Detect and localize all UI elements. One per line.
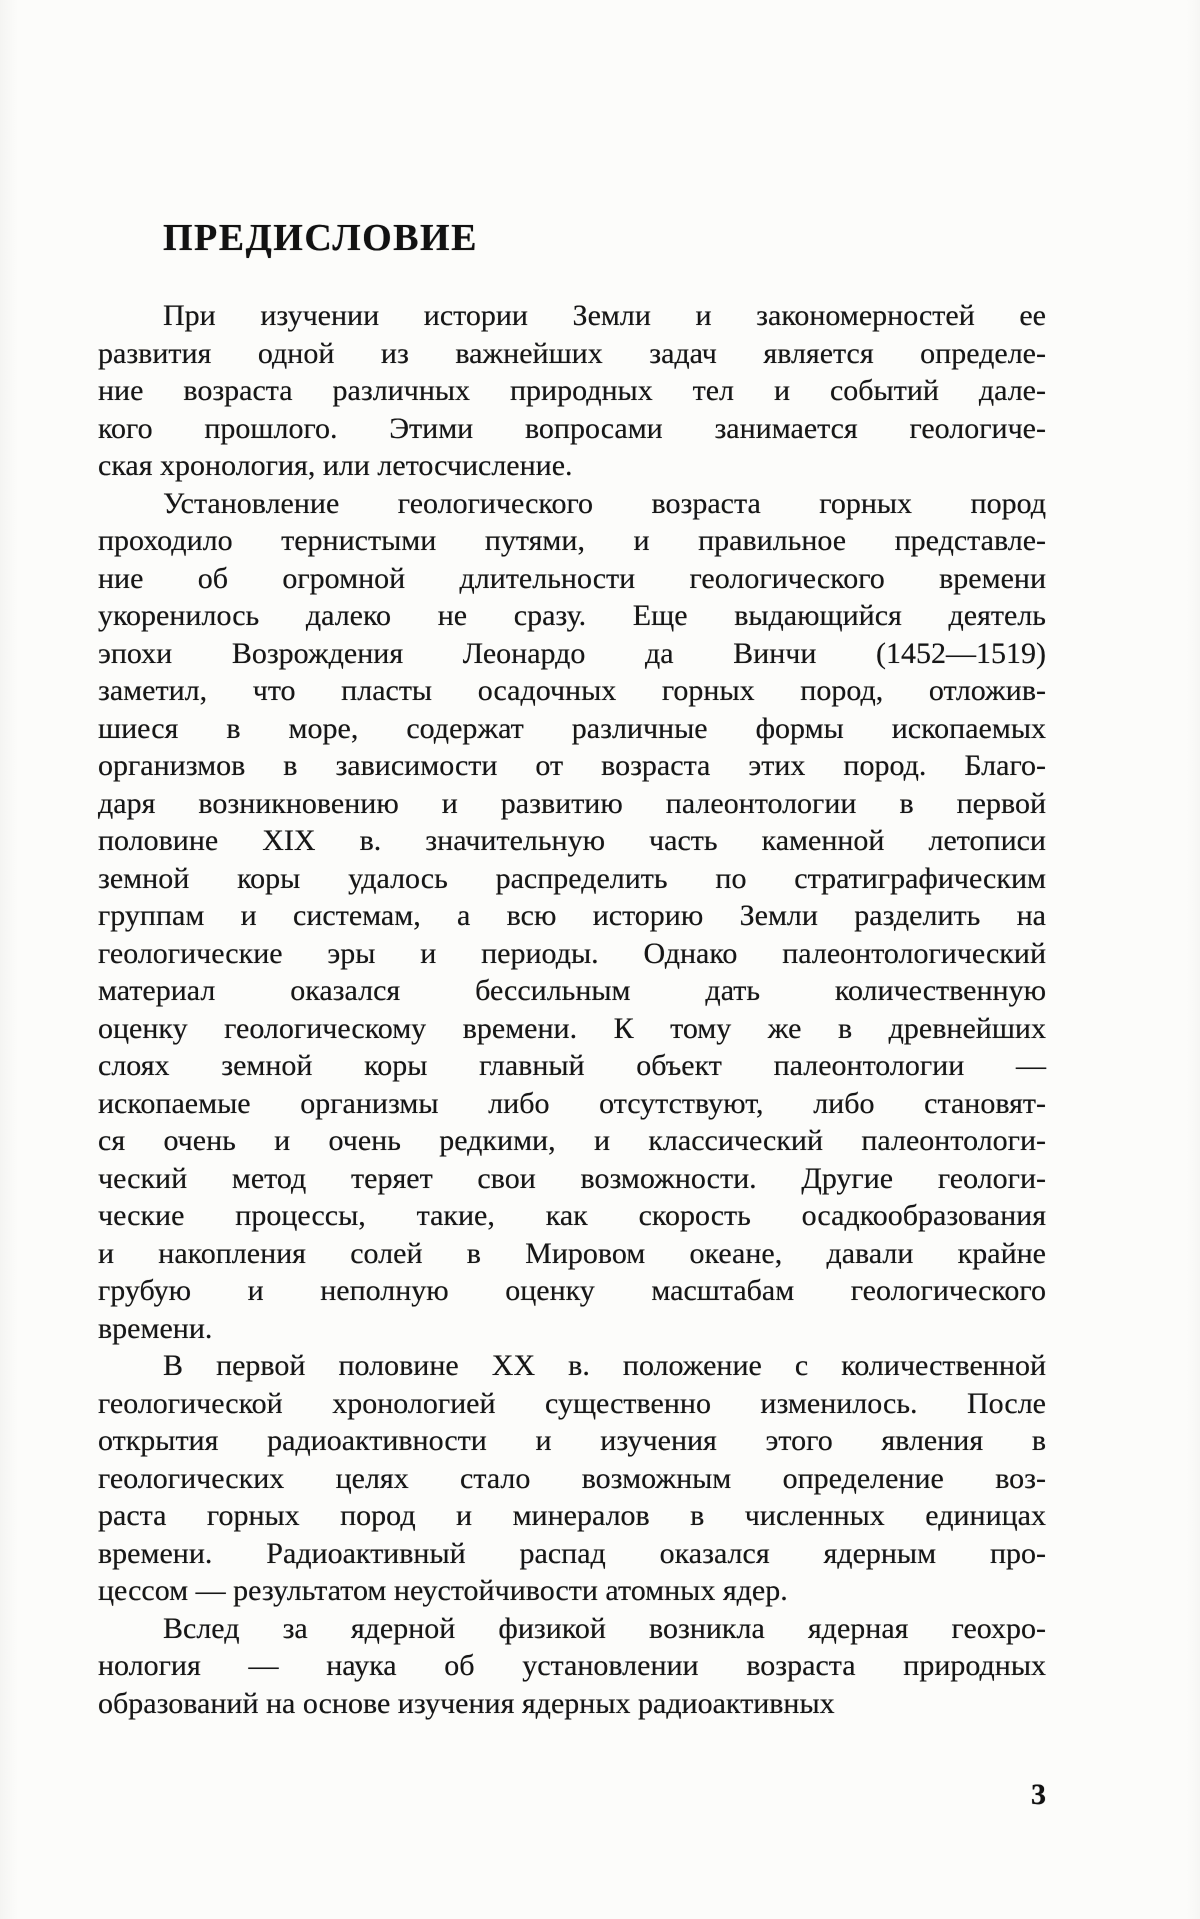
text-line-p4-2: нология — наука об установлении возраста природных xyxy=(98,1649,1046,1682)
text-line-p2-2: проходило тернистыми путями, и правильное представле- xyxy=(98,524,1046,557)
text-line-p2-6: заметил, что пласты осадочных горных пород, отложив- xyxy=(98,674,1046,707)
preface-text-block xyxy=(98,297,1046,1722)
page-number: 3 xyxy=(1031,1778,1046,1811)
text-line-p3-5: раста горных пород и минералов в численных единицах xyxy=(98,1499,1046,1532)
text-line-p1-2: развития одной из важнейших задач является определе- xyxy=(98,336,1046,370)
text-line-p2-8: организмов в зависимости от возраста этих пород. Благо- xyxy=(98,749,1046,782)
text-line-p2-18: ся очень и очень редкими, и классический палеонтологи- xyxy=(98,1124,1046,1157)
page-title: ПРЕДИСЛОВИЕ xyxy=(163,217,478,259)
text-line-p2-16: слоях земной коры главный объект палеонтологии — xyxy=(98,1049,1046,1082)
text-line-p4-3: образований на основе изучения ядерных радиоактивных xyxy=(98,1686,835,1720)
text-line-p2-14: материал оказался бессильным дать количественную xyxy=(98,974,1046,1007)
text-line-p2-10: половине XIX в. значительную часть каменной летописи xyxy=(98,824,1046,857)
text-line-p2-7: шиеся в море, содержат различные формы ископаемых xyxy=(98,711,1046,745)
text-line-p3-3: открытия радиоактивности и изучения этого явления в xyxy=(98,1424,1046,1457)
text-line-p2-17: ископаемые организмы либо отсутствуют, либо становят- xyxy=(98,1086,1046,1120)
text-line-p4-1: Вслед за ядерной физикой возникла ядерная геохро- xyxy=(163,1611,1046,1645)
text-line-p2-4: укоренилось далеко не сразу. Еще выдающийся деятель xyxy=(98,599,1046,632)
text-line-p2-1: Установление геологического возраста горных пород xyxy=(163,486,1046,520)
text-line-p1-5: ская хронология, или летосчисление. xyxy=(98,449,573,482)
text-line-p2-5: эпохи Возрождения Леонардо да Винчи (1452—1519) xyxy=(98,636,1046,670)
text-line-p3-6: времени. Радиоактивный распад оказался ядерным про- xyxy=(98,1536,1046,1570)
text-line-p2-3: ние об огромной длительности геологического времени xyxy=(98,561,1046,595)
text-line-p2-12: группам и системам, а всю историю Земли разделить на xyxy=(98,899,1046,932)
text-line-p3-1: В первой половине XX в. положение с количественной xyxy=(163,1349,1046,1382)
text-line-p3-4: геологических целях стало возможным определение воз- xyxy=(98,1461,1046,1495)
text-line-p1-3: ние возраста различных природных тел и событий дале- xyxy=(98,374,1046,407)
text-line-p2-11: земной коры удалось распределить по стратиграфическим xyxy=(98,861,1046,895)
text-line-p2-13: геологические эры и периоды. Однако палеонтологический xyxy=(98,936,1046,970)
text-line-p2-9: даря возникновению и развитию палеонтологии в первой xyxy=(98,786,1046,820)
text-line-p3-2: геологической хронологией существенно изменилось. После xyxy=(98,1386,1046,1420)
text-line-p1-1: При изучении истории Земли и закономерностей ее xyxy=(163,299,1046,332)
text-line-p2-22: грубую и неполную оценку масштабам геологического xyxy=(98,1274,1046,1307)
text-line-p3-7: цессом — результатом неустойчивости атомных ядер. xyxy=(98,1574,788,1607)
text-line-p2-21: и накопления солей в Мировом океане, давали крайне xyxy=(98,1236,1046,1270)
text-line-p2-23: времени. xyxy=(98,1311,213,1345)
text-line-p2-15: оценку геологическому времени. К тому же в древнейших xyxy=(98,1011,1046,1045)
text-line-p1-4: кого прошлого. Этими вопросами занимается геологиче- xyxy=(98,411,1046,445)
text-line-p2-19: ческий метод теряет свои возможности. Другие геологи- xyxy=(98,1161,1046,1195)
text-line-p2-20: ческие процессы, такие, как скорость осадкообразования xyxy=(98,1199,1046,1232)
